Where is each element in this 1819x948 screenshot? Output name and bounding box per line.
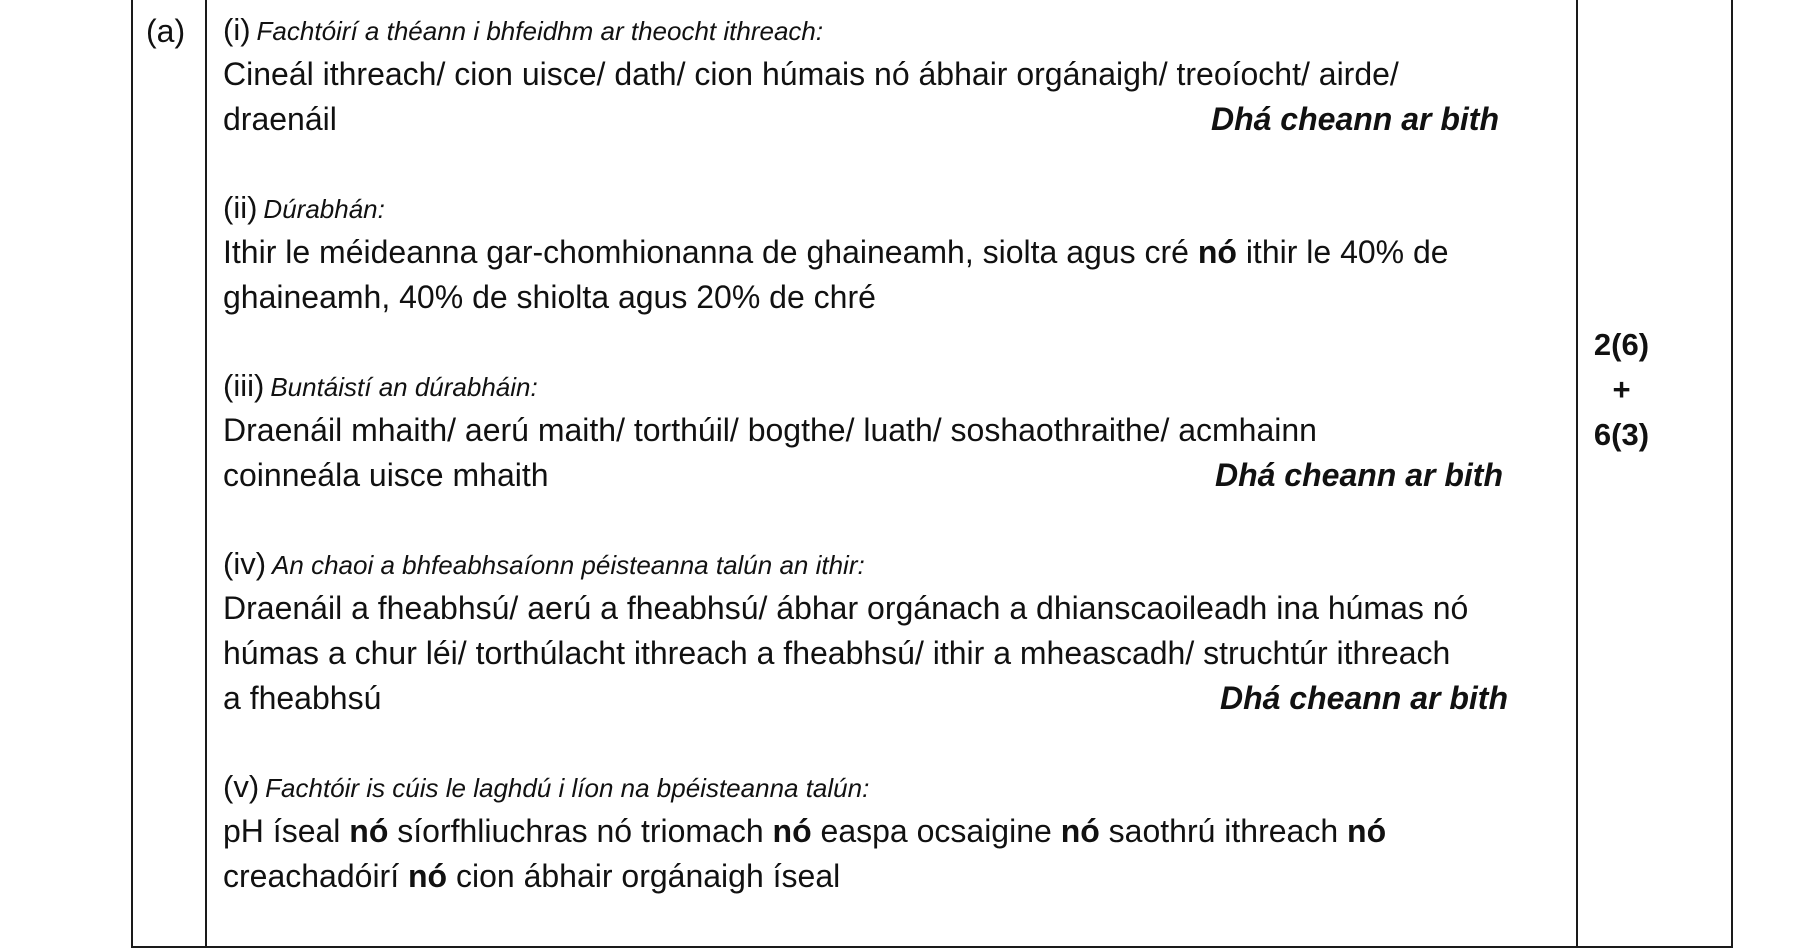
item-i-line-1: Cineál ithreach/ cion uisce/ dath/ cion húmais nó ábhair orgánaigh/ treoíocht/ airde/ [223,56,1399,92]
item-iii [223,365,1563,498]
item-i-note: Dhá cheann ar bith [1210,101,1499,137]
item-v-line-1-or-4: nó [1347,813,1387,849]
item-ii-title: Dúrabhán: [263,194,385,224]
item-iii-title: Buntáistí an dúrabháin: [270,372,538,402]
column-divider-label [205,0,207,948]
item-iii-line-1: Draenáil mhaith/ aerú maith/ torthúil/ bogthe/ luath/ soshaothraithe/ acmhainn [223,412,1317,448]
item-ii-number: (ii) [223,190,258,225]
item-ii-line-1-or: nó [1197,234,1237,270]
item-iii-heading [223,365,1563,408]
item-v-line-1-text-c: síorfhliuchras nó triomach [388,813,773,849]
item-v-line-1-text-e: saothrú ithreach [1099,813,1348,849]
row-label: (a) [146,13,186,49]
item-v-line-1-or-2: nó [772,813,812,849]
item-iii-note: Dhá cheann ar bith [1214,457,1503,493]
item-ii-line-2: ghaineamh, 40% de shiolta agus 20% de chré [223,279,876,315]
item-iv [223,543,1563,721]
item-i-answer [223,52,1563,142]
item-v-number: (v) [223,769,260,804]
item-v-line-1-or-3: nó [1060,813,1100,849]
item-ii-answer [223,230,1563,320]
item-iii-line-2: coinneála uisce mhaith [223,457,549,493]
item-v-line-2-text-a: creachadóirí [223,858,408,894]
item-v-line-1-or-1: nó [349,813,389,849]
item-v-title: Fachtóir is cúis le laghdú i líon na bpéisteanna talún: [265,773,870,803]
item-iv-note: Dhá cheann ar bith [1219,680,1508,716]
item-i-line-2: draenáil [223,101,337,137]
item-iv-title: An chaoi a bhfeabhsaíonn péisteanna talún an ithir: [272,550,865,580]
item-iv-answer [223,586,1563,721]
item-v-answer [223,809,1563,899]
item-i [223,9,1563,142]
item-iv-number: (iv) [223,546,267,581]
item-iii-number: (iii) [223,368,265,403]
marks-line-1: 2(6) [1593,327,1650,362]
item-iv-line-3: a fheabhsú [223,680,382,716]
column-divider-marks [1576,0,1578,948]
item-i-number: (i) [223,12,251,47]
item-i-heading [223,9,1563,52]
item-v-line-1-text-d: easpa ocsaigine [811,813,1061,849]
item-iii-answer [223,408,1563,498]
item-ii-line-1-text-a: Ithir le méideanna gar-chomhionanna de ghaineamh, siolta agus cré [223,234,1198,270]
item-ii-line-1-text-b: ithir le 40% de [1236,234,1449,270]
item-v-heading [223,766,1563,809]
item-v-line-1-text-a: pH íseal [223,813,350,849]
item-iv-line-1: Draenáil a fheabhsú/ aerú a fheabhsú/ ábhar orgánach a dhianscaoileadh ina húmas nó [223,590,1469,626]
answer-content [223,9,1563,944]
marks-line-3: 6(3) [1593,417,1650,452]
item-v-line-2-text-c: cion ábhair orgánaigh íseal [447,858,841,894]
item-i-title: Fachtóirí a théann i bhfeidhm ar theocht ithreach: [256,16,824,46]
item-iv-line-2: húmas a chur léi/ torthúlacht ithreach a fheabhsú/ ithir a mheascadh/ struchtúr ithreach [223,635,1451,671]
item-v-line-1 [223,809,1563,854]
item-iv-heading [223,543,1563,586]
marks-allocation [1579,322,1664,457]
item-v [223,766,1563,899]
item-ii [223,187,1563,320]
item-ii-line-1 [223,230,1563,275]
marks-line-2: + [1612,372,1631,407]
item-ii-heading [223,187,1563,230]
item-v-line-2 [223,854,1563,899]
item-v-line-2-or: nó [407,858,448,894]
